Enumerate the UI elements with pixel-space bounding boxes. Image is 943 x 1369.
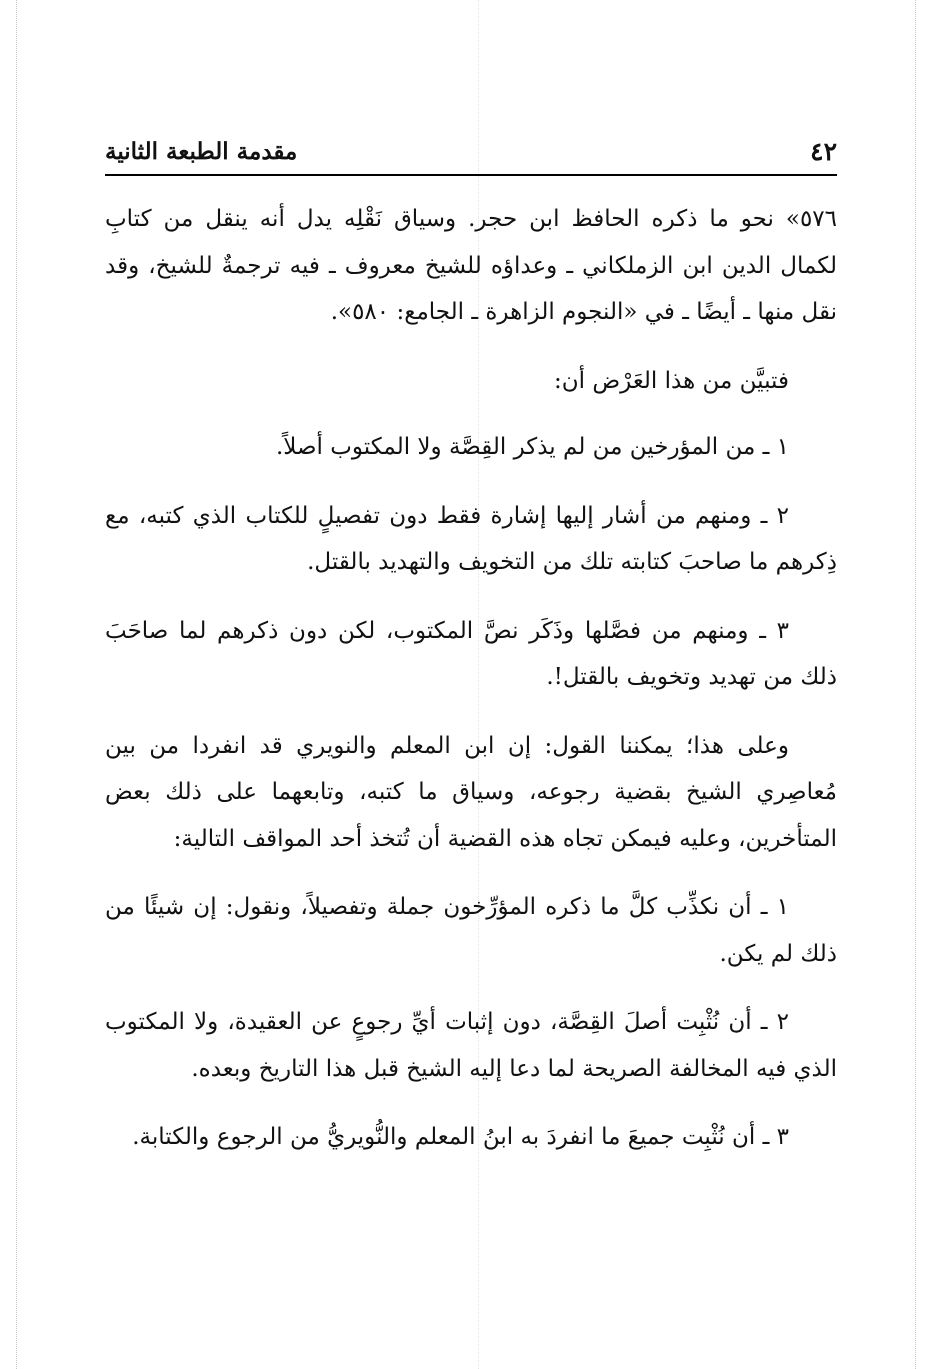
scan-artifact-line xyxy=(16,0,17,1369)
paragraph-continuation: ٥٧٦» نحو ما ذكره الحافظ ابن حجر. وسياق نَقْلِه يدل أنه ينقل من كتابِ لكمال الدين ابن الزملكاني ـ وعداؤه للشيخ معروف ـ فيه ترجمةٌ للشيخ، وقد نقل منها ـ أيضًا ـ في «النجوم الزاهرة ـ الجامع: ٥٨٠». xyxy=(105,206,837,325)
running-title: مقدمة الطبعة الثانية xyxy=(105,138,298,165)
position-item-2: ٢ ـ أن نُثْبِت أصلَ القِصَّة، دون إثبات أيِّ رجوعٍ عن العقيدة، ولا المكتوب الذي فيه المخالفة الصريحة لما دعا إليه الشيخ قبل هذا التاريخ وبعده. xyxy=(105,1009,837,1082)
position-item-1: ١ ـ أن نكذِّب كلَّ ما ذكره المؤرِّخون جملة وتفصيلاً، ونقول: إن شيئًا من ذلك لم يكن. xyxy=(105,894,837,967)
list-item-3: ٣ ـ ومنهم من فصَّلها وذَكَر نصَّ المكتوب، لكن دون ذكرهم لما صاحَبَ ذلك من تهديد وتخويف بالقتل!. xyxy=(105,617,837,690)
page-number: ٤٢ xyxy=(810,137,837,166)
list-item-2: ٢ ـ ومنهم من أشار إليها إشارة فقط دون تفصيلٍ للكتاب الذي كتبه، مع ذِكرهم ما صاحبَ كتابته تلك من التخويف والتهديد بالقتل. xyxy=(105,502,837,575)
position-item-3: ٣ ـ أن نُثْبِت جميعَ ما انفردَ به ابنُ المعلم والنُّويريُّ من الرجوع والكتابة. xyxy=(132,1124,789,1150)
scan-artifact-line xyxy=(915,0,916,1369)
list-item-1: ١ ـ من المؤرخين من لم يذكر القِصَّة ولا المكتوب أصلاً. xyxy=(275,434,789,460)
page-header xyxy=(105,134,837,176)
page-body xyxy=(105,196,837,1183)
paragraph-intro: فتبيَّن من هذا العَرْض أن: xyxy=(553,367,789,394)
paragraph-conclusion: وعلى هذا؛ يمكننا القول: إن ابن المعلم والنويري قد انفردا من بين مُعاصِري الشيخ بقضية رجوعه، وسياق ما كتبه، وتابعهما على ذلك بعض المتأخرين، وعليه فيمكن تجاه هذه القضية أن تُتخذ أحد المواقف التالية: xyxy=(105,732,837,852)
